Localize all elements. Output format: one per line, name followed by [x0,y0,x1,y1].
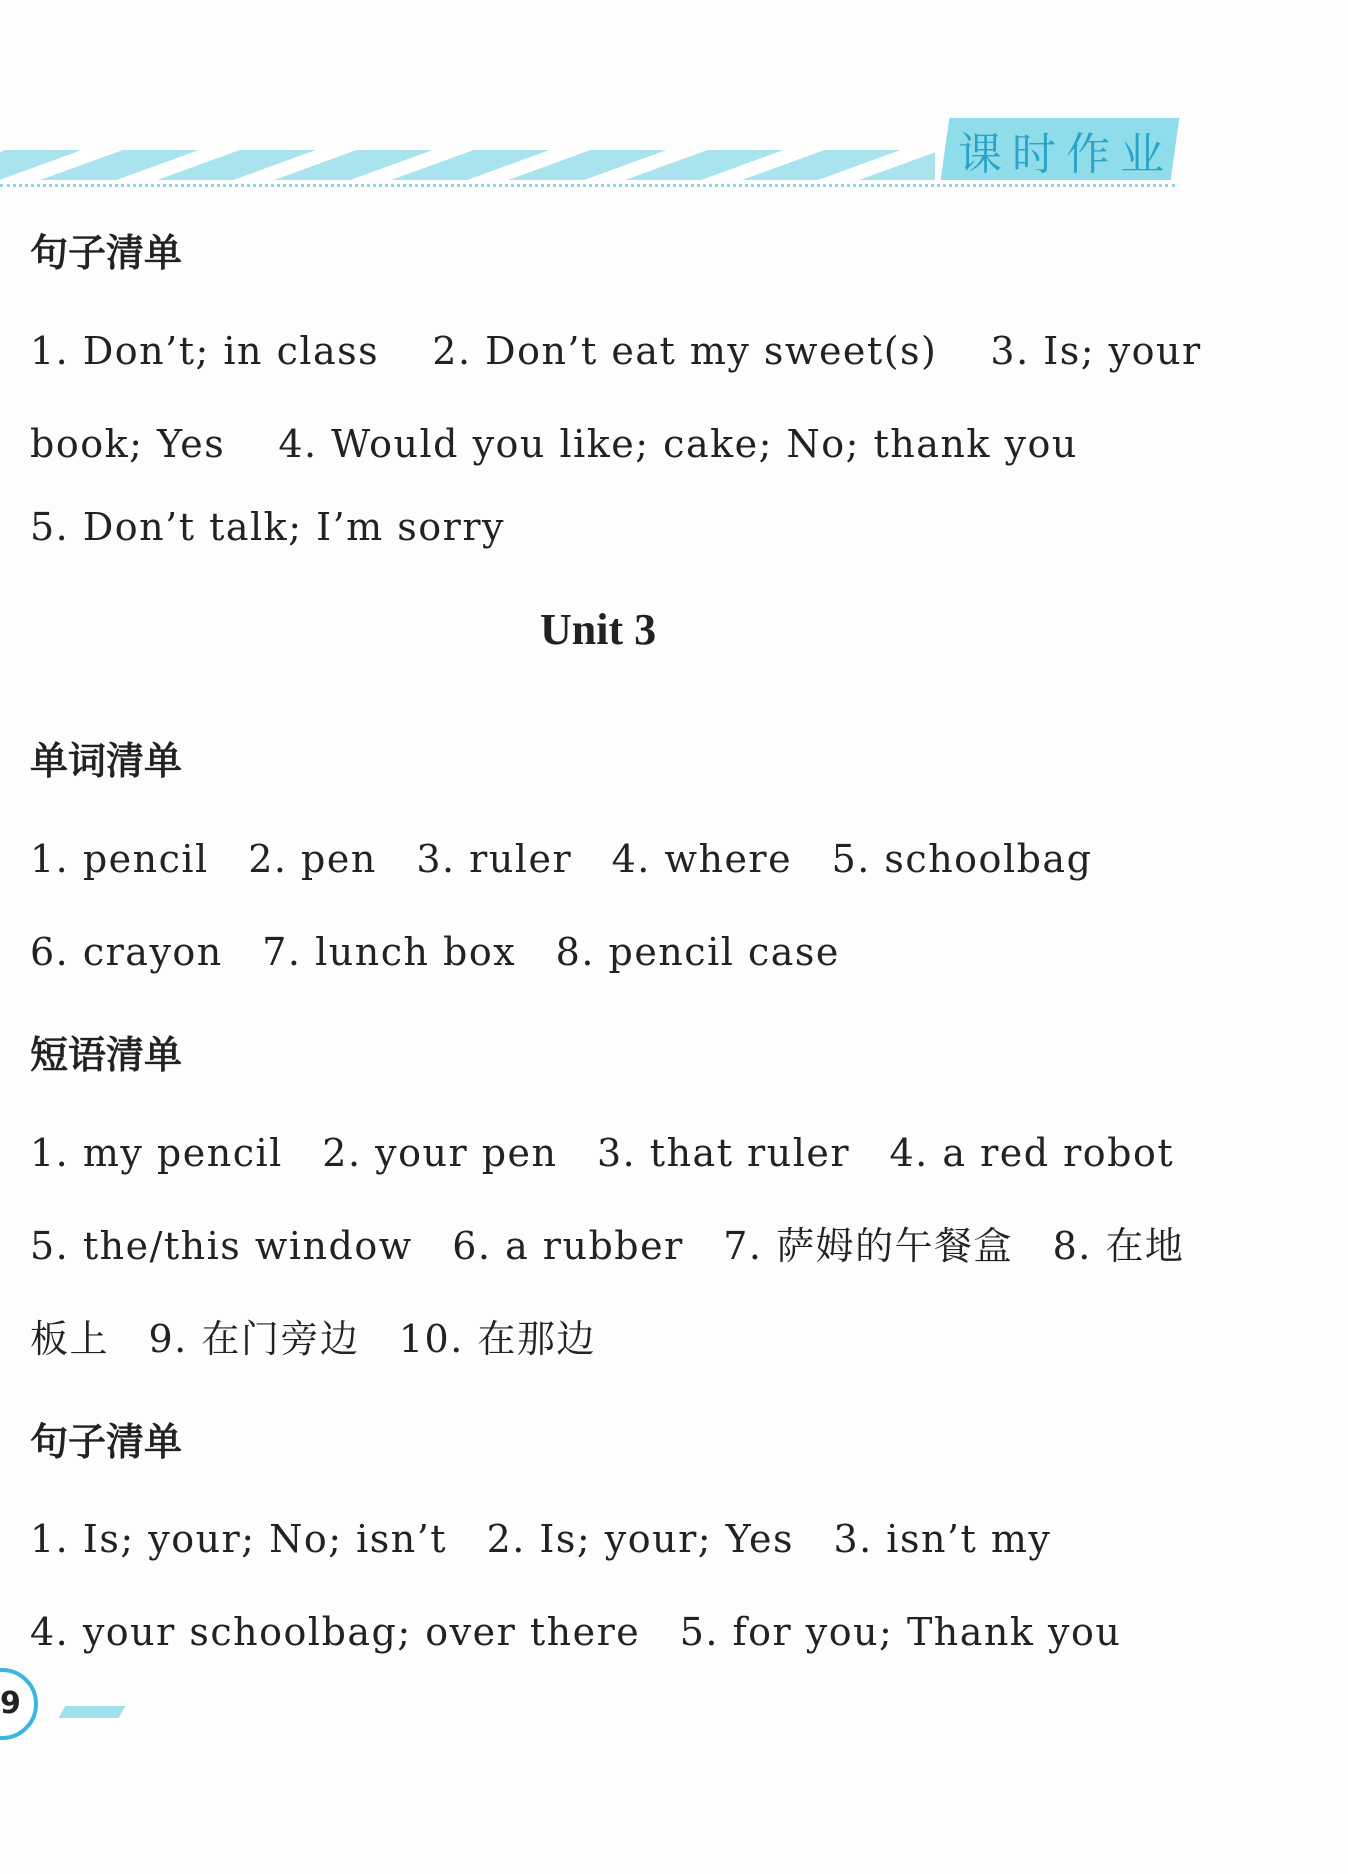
header-stripe-band [0,150,935,180]
answer-line: 5. Don’t talk; I’m sorry [30,505,505,549]
unit-title: Unit 3 [540,605,657,654]
answer-line: 1. pencil 2. pen 3. ruler 4. where 5. schoolbag [30,837,1093,881]
answer-line: 1. my pencil 2. your pen 3. that ruler 4. a red robot [30,1131,1175,1175]
footer-stripe [59,1706,126,1718]
answer-line: 1. Don’t; in class 2. Don’t eat my sweet(s) 3. Is; your [30,329,1202,373]
answer-line: 5. the/this window 6. a rubber 7. 萨姆的午餐盒 8. 在地 [30,1224,1185,1268]
section-heading-sentences: 句子清单 [30,231,183,275]
header-dotted-rule [0,184,1175,187]
answer-line: 板上 9. 在门旁边 10. 在那边 [30,1317,596,1361]
section-heading-phrases: 短语清单 [30,1033,183,1077]
answer-line: book; Yes 4. Would you like; cake; No; thank you [30,422,1078,466]
answer-line: 1. Is; your; No; isn’t 2. Is; your; Yes 3. isn’t my [30,1517,1052,1561]
answer-line: 4. your schoolbag; over there 5. for you; Thank you [30,1610,1122,1654]
section-heading-sentences-2: 句子清单 [30,1420,183,1464]
answer-line: 6. crayon 7. lunch box 8. pencil case [30,930,840,974]
page-number: 9 [0,1686,21,1721]
header-title: 课时作业 [958,129,1174,180]
section-heading-words: 单词清单 [30,739,183,783]
